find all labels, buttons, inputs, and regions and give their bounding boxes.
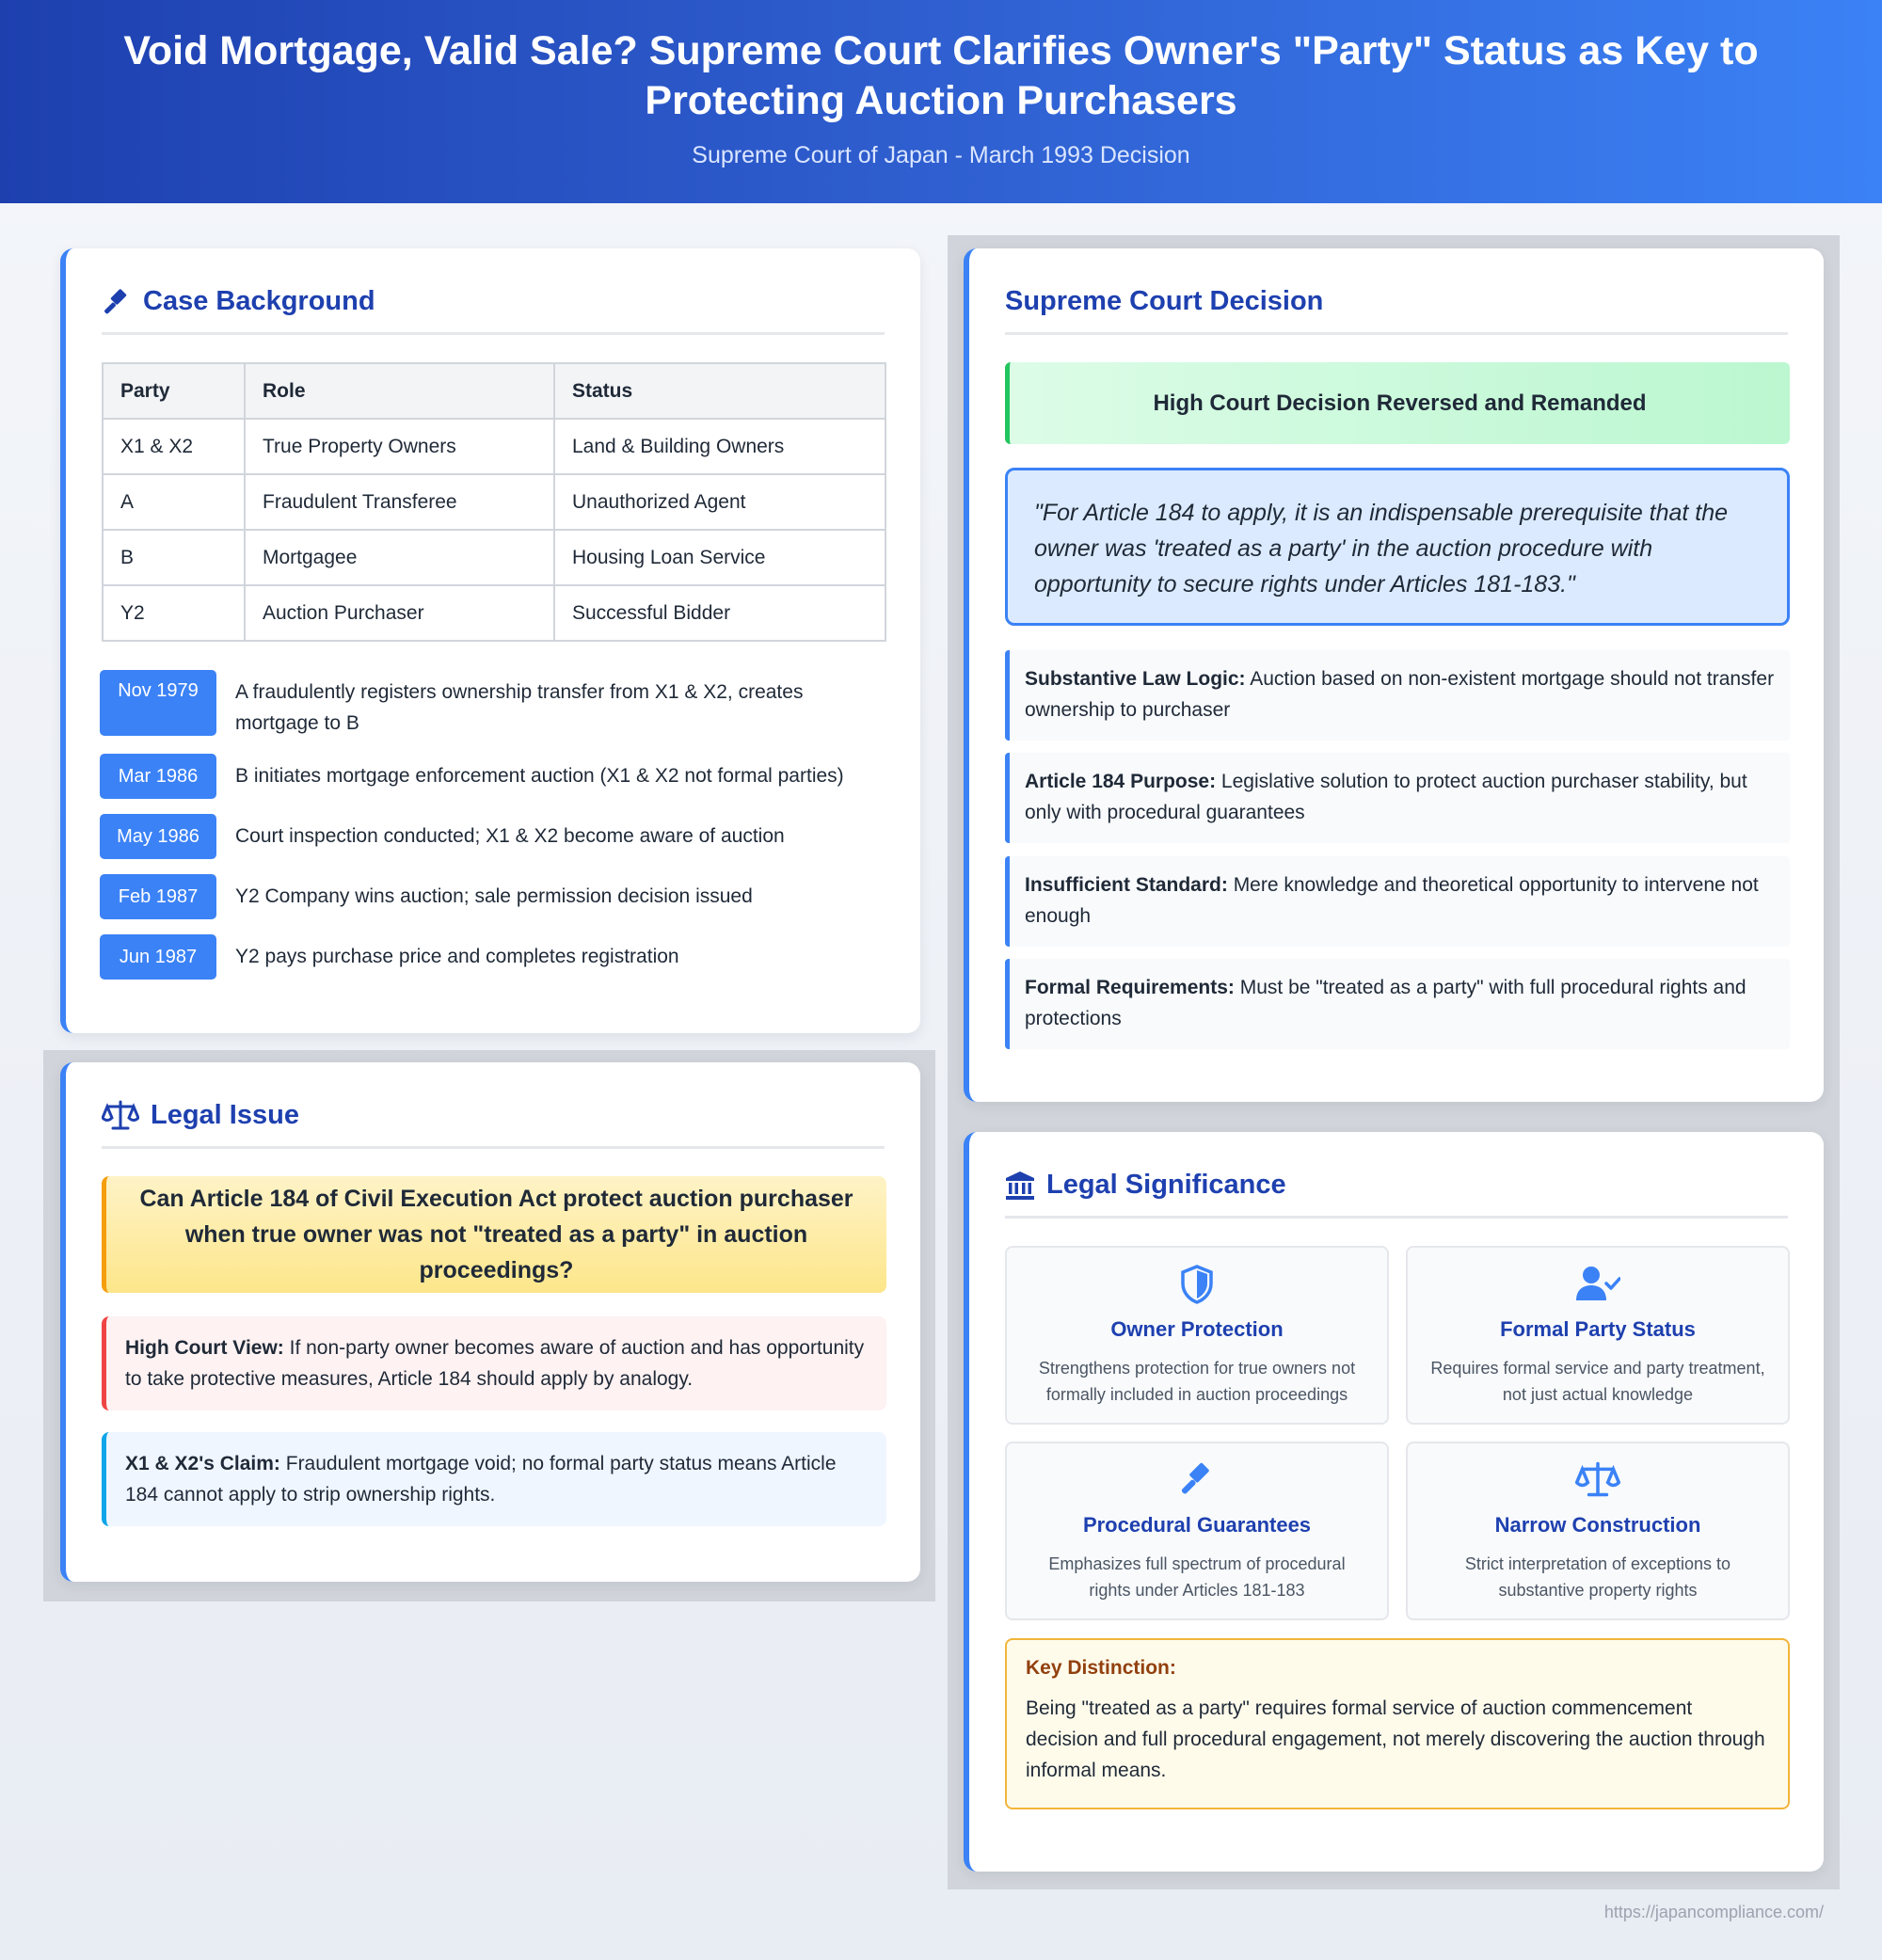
point-label: Insufficient Standard:	[1025, 874, 1228, 896]
sig-card-title: Owner Protection	[1110, 1317, 1284, 1341]
owners-claim-label: X1 & X2's Claim:	[125, 1453, 280, 1474]
shield-icon	[1007, 1265, 1387, 1306]
timeline-date: Jun 1987	[100, 934, 216, 980]
point-label: Substantive Law Logic:	[1025, 668, 1246, 690]
user-check-icon	[1408, 1265, 1788, 1306]
decision-heading	[1005, 248, 1788, 335]
case-timeline	[100, 670, 890, 995]
page-header	[0, 0, 1882, 203]
sig-card-title: Narrow Construction	[1494, 1513, 1701, 1537]
significance-title: Legal Significance	[1046, 1170, 1286, 1200]
point-text: Mere knowledge and theoretical opportunity to intervene not enough	[1025, 874, 1759, 927]
timeline-text: A fraudulently registers ownership transfer from X1 & X2, creates mortgage to B	[235, 681, 804, 734]
decision-title: Supreme Court Decision	[1005, 286, 1324, 316]
decision-point	[1005, 650, 1790, 741]
sig-card-title: Formal Party Status	[1500, 1317, 1696, 1341]
point-text: Legislative solution to protect auction purchaser stability, but only with procedural guarantees	[1025, 771, 1747, 823]
high-court-text: If non-party owner becomes aware of auction and has opportunity to take protective measures, Article 184 should apply by analogy.	[125, 1337, 865, 1390]
table-cell: X1 & X2	[103, 419, 245, 474]
page-title: Void Mortgage, Valid Sale? Supreme Court Clarifies Owner's "Party" Status as Key to Protecting Auction Purchasers	[123, 28, 1759, 123]
footer-url[interactable]: https://japancompliance.com/	[1603, 1903, 1824, 1921]
owners-claim	[102, 1432, 886, 1526]
key-distinction	[1005, 1638, 1790, 1809]
key-distinction-text: Being "treated as a party" requires formal service of auction commencement decision and full procedural engagement, not merely discovering the auction through informal means.	[1026, 1697, 1765, 1781]
timeline-item	[100, 754, 890, 799]
gavel-icon	[102, 287, 132, 317]
scales-icon	[102, 1099, 139, 1131]
high-court-view	[102, 1316, 886, 1410]
significance-card-formal-party	[1406, 1246, 1790, 1425]
page-subtitle: Supreme Court of Japan - March 1993 Decision	[692, 142, 1190, 168]
table-cell: Housing Loan Service	[554, 530, 885, 585]
significance-card	[964, 1132, 1824, 1872]
significance-card-procedural	[1005, 1442, 1389, 1620]
point-text: Auction based on non-existent mortgage should not transfer ownership to purchaser	[1025, 668, 1775, 721]
column-header: Status	[554, 363, 885, 419]
table-row	[103, 530, 885, 585]
column-header: Party	[103, 363, 245, 419]
timeline-text: B initiates mortgage enforcement auction (X1 & X2 not formal parties)	[235, 765, 844, 787]
decision-quote: "For Article 184 to apply, it is an indispensable prerequisite that the owner was 'treated as a party' in the auction procedure with opportunity to secure rights under Articles 181-183."	[1005, 468, 1790, 626]
decision-card	[964, 248, 1824, 1102]
sig-card-desc: Strict interpretation of exceptions to substantive property rights	[1464, 1554, 1731, 1600]
owners-claim-text: Fraudulent mortgage void; no formal party status means Article 184 cannot apply to strip ownership rights.	[125, 1453, 837, 1506]
table-cell: Mortgagee	[245, 530, 554, 585]
decision-point	[1005, 959, 1790, 1049]
point-label: Article 184 Purpose:	[1025, 771, 1217, 792]
sig-card-title: Procedural Guarantees	[1082, 1513, 1312, 1537]
table-row	[103, 585, 885, 641]
table-cell: Unauthorized Agent	[554, 474, 885, 530]
timeline-item	[100, 934, 890, 980]
party-table	[102, 362, 886, 642]
timeline-date: May 1986	[100, 814, 216, 859]
point-label: Formal Requirements:	[1025, 977, 1235, 998]
sig-card-desc: Strengthens protection for true owners not formally included in auction proceedings	[1038, 1359, 1356, 1404]
significance-heading	[1005, 1132, 1788, 1219]
point-text: Must be "treated as a party" with full procedural rights and protections	[1025, 977, 1746, 1029]
legal-issue-title: Legal Issue	[151, 1100, 299, 1130]
table-row	[103, 474, 885, 530]
timeline-item	[100, 670, 890, 739]
significance-card-owner-protection	[1005, 1246, 1389, 1425]
timeline-date: Feb 1987	[100, 874, 216, 919]
timeline-text: Y2 Company wins auction; sale permission decision issued	[235, 885, 753, 907]
decision-result: High Court Decision Reversed and Remanded	[1005, 362, 1790, 444]
timeline-date: Nov 1979	[100, 670, 216, 736]
sig-card-desc: Requires formal service and party treatment, not just actual knowledge	[1430, 1359, 1765, 1404]
sig-card-desc: Emphasizes full spectrum of procedural rights under Articles 181-183	[1048, 1554, 1346, 1600]
table-cell: Successful Bidder	[554, 585, 885, 641]
decision-point	[1005, 753, 1790, 843]
table-cell: B	[103, 530, 245, 585]
bank-icon	[1005, 1171, 1035, 1201]
case-background-heading	[102, 248, 885, 335]
table-cell: Y2	[103, 585, 245, 641]
decision-point	[1005, 856, 1790, 947]
scales-icon	[1408, 1460, 1788, 1502]
column-header: Role	[245, 363, 554, 419]
legal-issue-heading	[102, 1062, 885, 1149]
timeline-text: Y2 pays purchase price and completes registration	[235, 946, 679, 967]
table-header-row	[103, 363, 885, 419]
table-cell: Auction Purchaser	[245, 585, 554, 641]
table-row	[103, 419, 885, 474]
timeline-text: Court inspection conducted; X1 & X2 become aware of auction	[235, 825, 785, 847]
gavel-icon	[1007, 1460, 1387, 1502]
table-cell: True Property Owners	[245, 419, 554, 474]
key-distinction-title: Key Distinction:	[1026, 1657, 1176, 1679]
timeline-date: Mar 1986	[100, 754, 216, 799]
timeline-item	[100, 814, 890, 859]
timeline-item	[100, 874, 890, 919]
case-background-title: Case Background	[143, 286, 375, 316]
significance-card-narrow	[1406, 1442, 1790, 1620]
table-cell: Fraudulent Transferee	[245, 474, 554, 530]
high-court-label: High Court View:	[125, 1337, 284, 1359]
table-cell: A	[103, 474, 245, 530]
legal-question: Can Article 184 of Civil Execution Act protect auction purchaser when true owner was not "treated as a party" in auction proceedings?	[102, 1176, 886, 1293]
legal-issue-card	[60, 1062, 920, 1582]
table-cell: Land & Building Owners	[554, 419, 885, 474]
